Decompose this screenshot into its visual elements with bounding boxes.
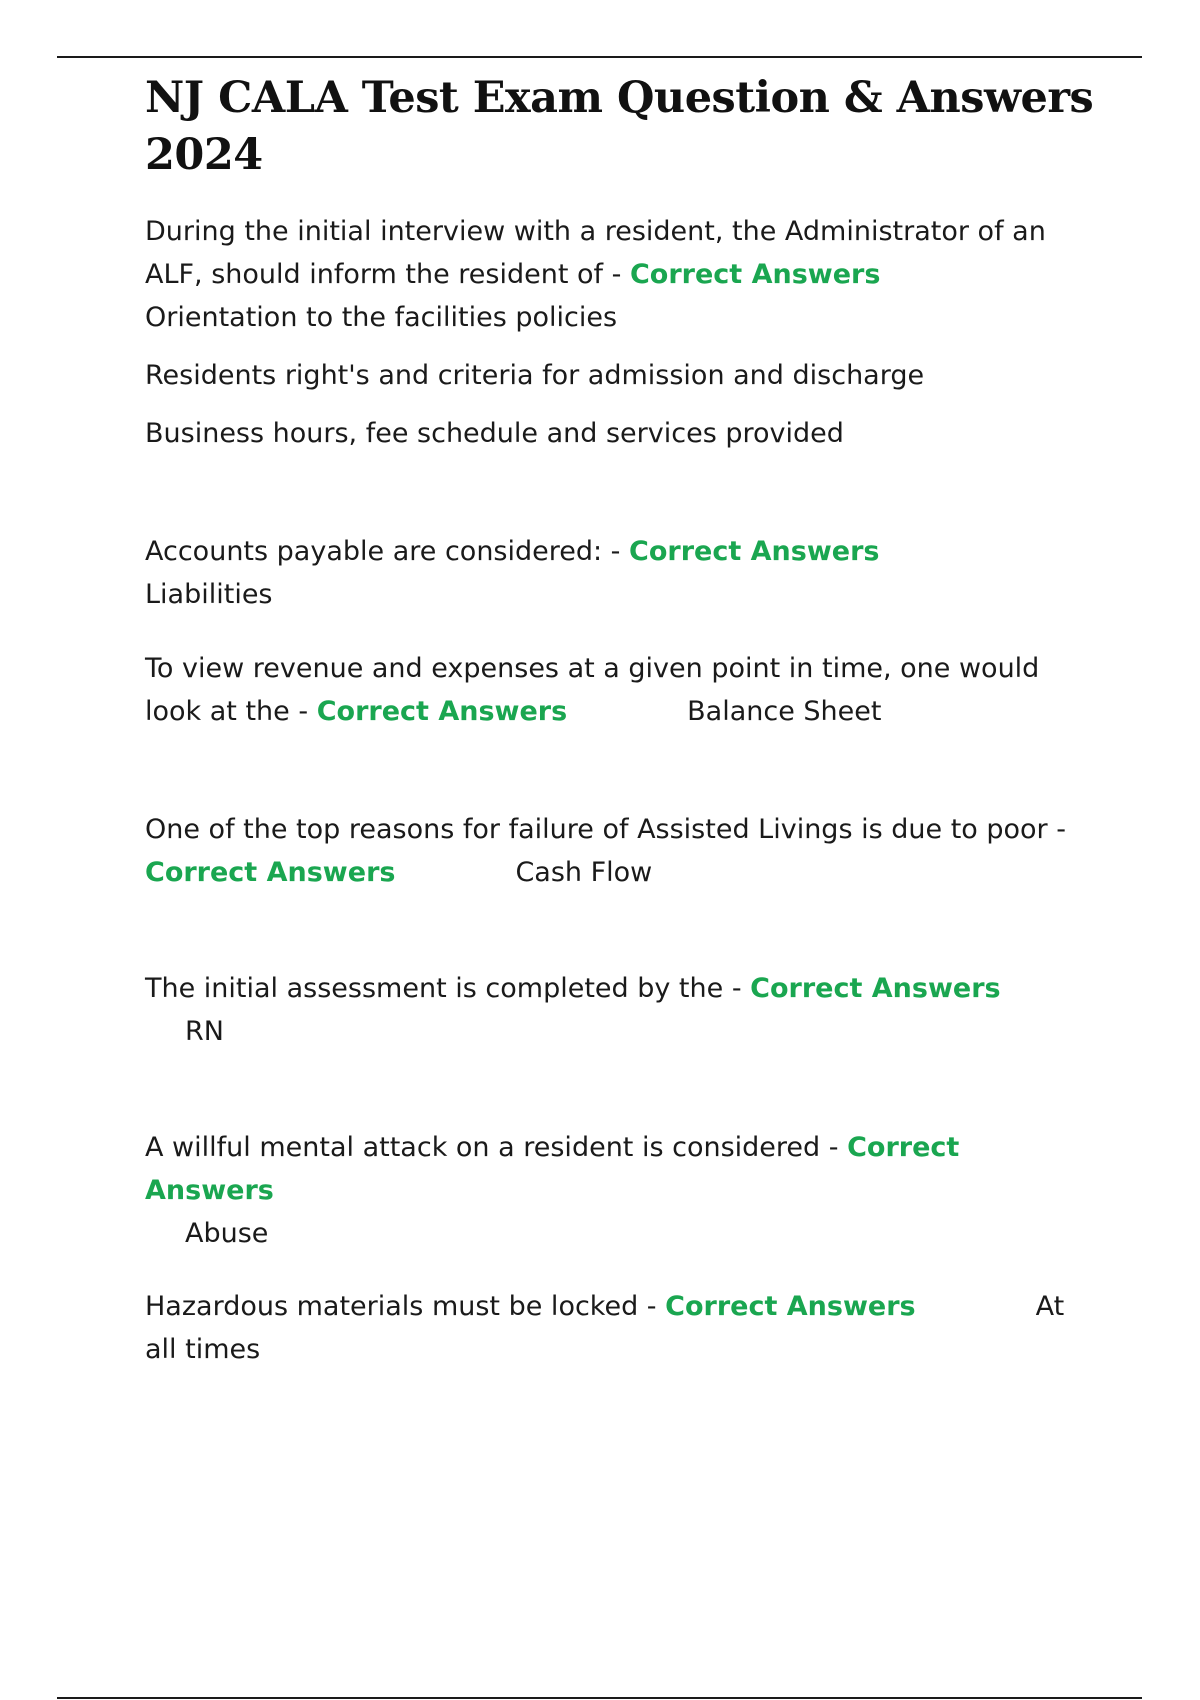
bottom-rule (57, 1697, 1142, 1699)
question-text: A willful mental attack on a resident is considered - (145, 1132, 839, 1163)
question-text: Hazardous materials must be locked - (145, 1291, 657, 1322)
qa-question-line (145, 1285, 1095, 1371)
correct-answers-label: Correct Answers (629, 259, 881, 290)
qa-item (145, 647, 1095, 733)
answer-text: RN (185, 1016, 224, 1047)
correct-answers-label: Correct Answers (629, 536, 880, 567)
qa-question-line (145, 1126, 1095, 1212)
correct-answers-label: Correct Answers (145, 857, 396, 888)
qa-question-line (145, 967, 1095, 1010)
qa-item (145, 808, 1095, 894)
question-text: To view revenue and expenses at a given point in time, one would look at the - (145, 653, 1040, 727)
question-text: The initial assessment is completed by the - (145, 973, 742, 1004)
question-text: One of the top reasons for failure of Assisted Livings is due to poor - (145, 814, 1066, 845)
qa-item (145, 530, 1095, 616)
answer-text: Balance Sheet (687, 696, 882, 727)
answer-text: Orientation to the facilities policies (145, 302, 618, 333)
answer-text: Liabilities (145, 579, 273, 610)
answer-text: Cash Flow (515, 857, 653, 888)
qa-question-line (145, 808, 1095, 894)
answer-extra-line: Business hours, fee schedule and services provided (145, 418, 844, 449)
answer-extra-line: Residents right's and criteria for admission and discharge (145, 360, 925, 391)
answer-text: At all times (145, 1291, 1065, 1365)
question-text: Accounts payable are considered: - (145, 536, 621, 567)
correct-answers-label: Correct Answers (145, 1132, 960, 1206)
page-title: NJ CALA Test Exam Question & Answers 2024 (145, 73, 1094, 180)
qa-question-line (145, 647, 1095, 733)
qa-question-line (145, 210, 1095, 339)
correct-answers-label: Correct Answers (316, 696, 568, 727)
document-body (145, 70, 1095, 1365)
qa-question-line (145, 530, 1095, 616)
qa-item (145, 1126, 1095, 1255)
top-rule (57, 56, 1142, 58)
question-text: During the initial interview with a resident, the Administrator of an ALF, should inform the resident of - (145, 216, 1046, 290)
correct-answers-label: Correct Answers (665, 1291, 916, 1322)
answer-text: Abuse (185, 1218, 269, 1249)
qa-item (145, 1285, 1095, 1371)
qa-item (145, 210, 1095, 455)
correct-answers-label: Correct Answers (750, 973, 1001, 1004)
qa-item (145, 967, 1095, 1053)
